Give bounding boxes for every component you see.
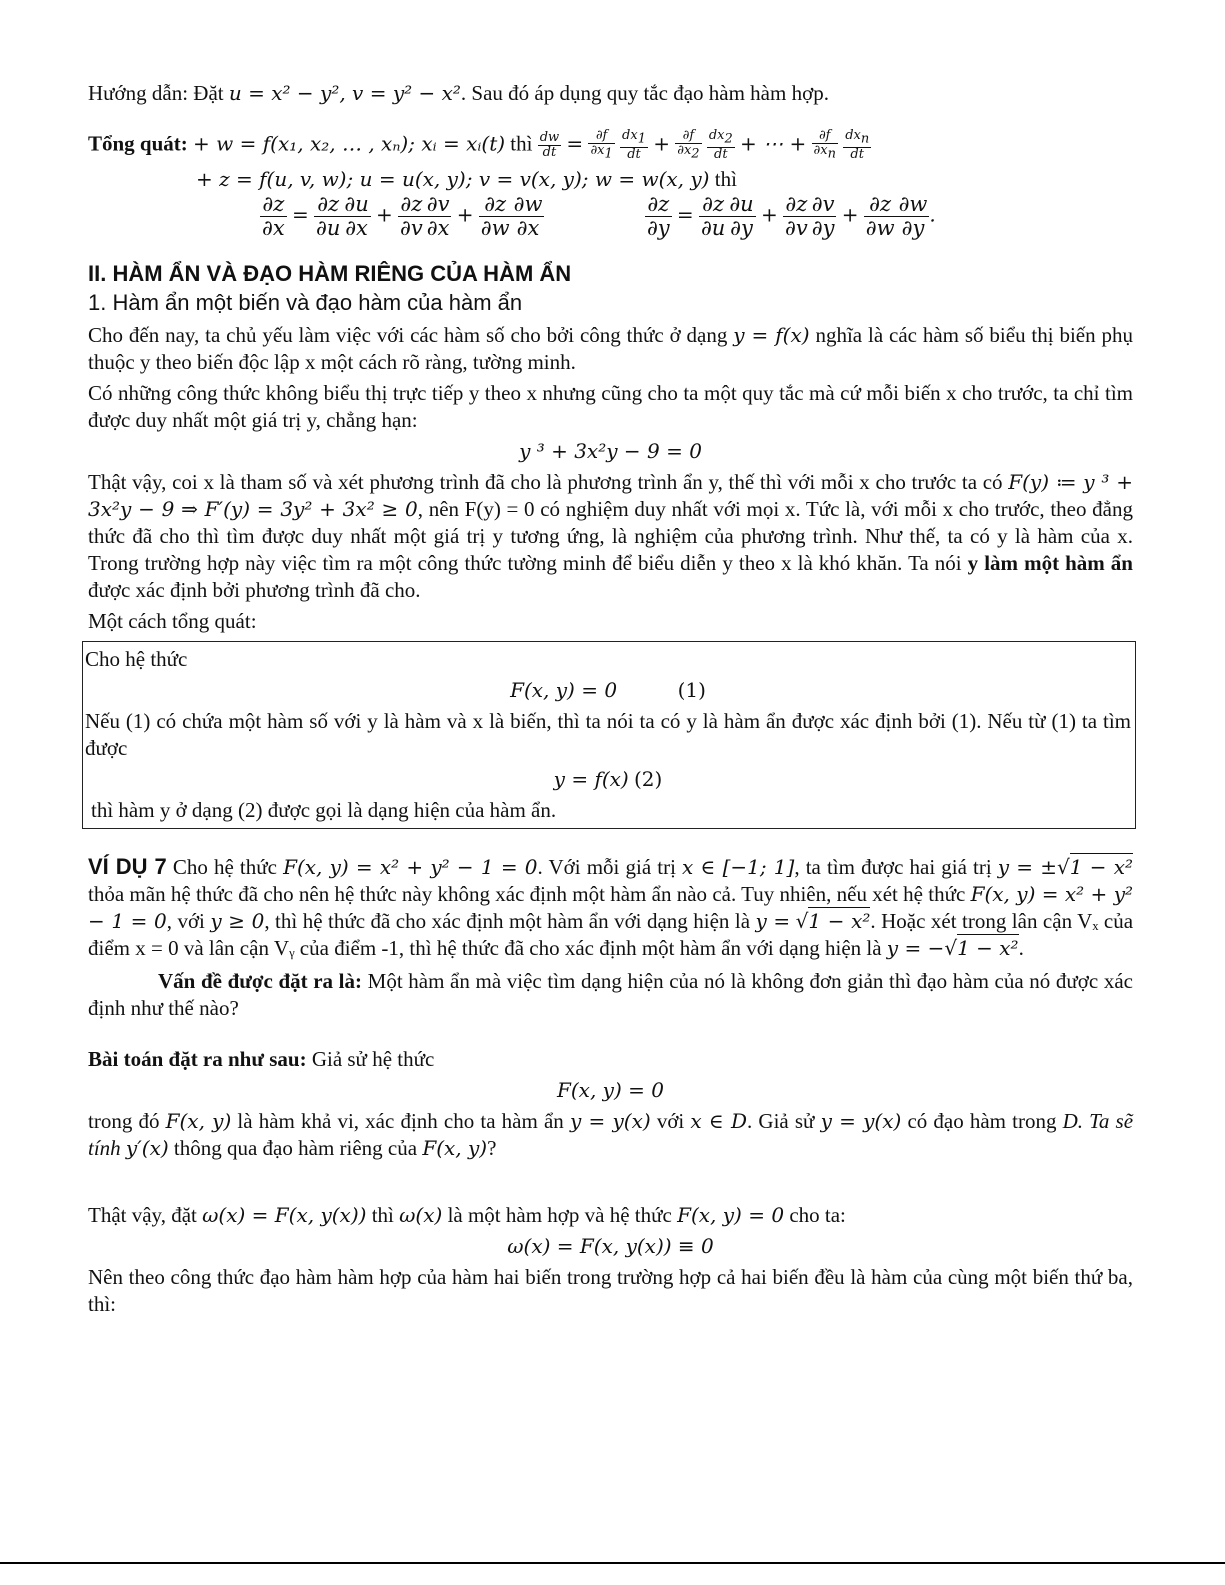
- frac-dx1-dt: $\frac{dx_1}{dt}$: [622, 128, 646, 162]
- hint-math: u = x² − y², v = y² − x²: [228, 81, 461, 105]
- proof-last-line: Nên theo công thức đạo hàm hàm hợp của hàm hai biến trong trường hợp cả hai biến đều là hàm của cùng một biến thứ ba, thì:: [88, 1265, 1133, 1317]
- general-case2-then: thì: [714, 167, 737, 192]
- section-heading: II. HÀM ẨN VÀ ĐẠO HÀM RIÊNG CỦA HÀM ẨN: [88, 261, 572, 287]
- paragraph-4: Một cách tổng quát:: [88, 609, 257, 634]
- general-line-1: Tổng quát: + w = f(x₁, x₂, … , xₙ); xᵢ = xᵢ(t) thì $\frac{dw}{dt}$ = $\frac{\partial f}{\partial x_1}$ $\frac{dx_1}{dt}$ + $\frac{\partial f}{\partial x_2}$ $\frac{dx_2}{dt}$ + ⋯ + $\frac{\partial f}{\partial x_n}$ $\frac{dx_n}{dt}$: [88, 128, 870, 162]
- equation-1: y ³ + 3x²y − 9 = 0: [519, 439, 702, 464]
- paragraph-3: Thật vậy, coi x là tham số và xét phương trình đã cho là phương trình ẩn y, thế thì với mỗi x cho trước ta có F(y) ≔ y ³ + 3x²y − 9 ⇒ F′(y) = 3y² + 3x² ≥ 0, nên F(y) = 0 có nghiệm duy nhất với mọi x. Tức là, với mỗi x cho trước, theo đẳng thức đã cho thì tìm được duy nhất một giá trị y tương ứng, là nghiệm của phương trình. Như thế, ta có y là hàm của x. Trong trường hợp này việc tìm ra một công thức tường minh để biểu diễn y theo x là khó khăn. Ta nói y làm một hàm ẩn được xác định bởi phương trình đã cho.: [88, 470, 1134, 603]
- box-line-2: Nếu (1) có chứa một hàm số với y là hàm và x là biến, thì ta nói ta có y là hàm ẩn được xác định bởi (1). Nếu từ (1) ta tìm được: [85, 709, 1131, 761]
- problem-line-1: trong đó F(x, y) là hàm khả vi, xác định cho ta hàm ẩn y = y(x) với x ∈ D. Giả sử y = y(x) có đạo hàm trong D. Ta sẽ tính y′(x) thông qua đạo hàm riêng của F(x, y)?: [88, 1109, 1134, 1161]
- example-label: VÍ DỤ 7: [88, 854, 167, 880]
- frac-df-dx1: $\frac{\partial f}{\partial x_1}$: [590, 128, 613, 162]
- general-case2: + z = f(u, v, w); u = u(x, y); v = v(x, y); w = w(x, y): [196, 167, 710, 192]
- problem-equation: F(x, y) = 0: [557, 1078, 664, 1103]
- problem-statement: Bài toán đặt ra như sau: Giả sử hệ thức: [88, 1047, 435, 1072]
- box-equation-2: y = f(x) (2): [553, 767, 663, 792]
- document-page: [85, 80, 1134, 1318]
- frac-df-dxn: $\frac{\partial f}{\partial x_n}$: [813, 128, 836, 162]
- general-case1: + w = f(x₁, x₂, … , xₙ); xᵢ = xᵢ(t): [193, 131, 506, 156]
- subsection-heading: 1. Hàm ẩn một biến và đạo hàm của hàm ẩn: [88, 290, 523, 316]
- frac-dw-dt: $\frac{dw}{dt}$: [539, 129, 560, 161]
- issue-paragraph: Vấn đề được đặt ra là: Một hàm ẩn mà việc tìm dạng hiện của nó là không đơn giản thì đạo hàm của nó được xác định như thế nào?: [88, 969, 1133, 1021]
- frac-df-dx2: $\frac{\partial f}{\partial x_2}$: [677, 128, 700, 162]
- box-line-3: thì hàm y ở dạng (2) được gọi là dạng hiện của hàm ẩn.: [91, 798, 557, 823]
- general-case1-then: thì: [510, 131, 533, 156]
- paragraph-2: Có những công thức không biểu thị trực tiếp y theo x nhưng cũng cho ta một quy tắc mà cứ mỗi biến x cho trước, ta chỉ tìm được duy nhất một giá trị y, chẳng hạn:: [88, 381, 1133, 433]
- general-label: Tổng quát:: [88, 131, 188, 156]
- hint-suffix: . Sau đó áp dụng quy tắc đạo hàm hàm hợp.: [460, 81, 829, 105]
- example-7: VÍ DỤ 7 Cho hệ thức F(x, y) = x² + y² − 1 = 0. Với mỗi giá trị x ∈ [−1; 1], ta tìm được hai giá trị y = ±√1 − x² thỏa mãn hệ thức đã cho nên hệ thức này không xác định một hàm ẩn nào cả. Tuy nhiên, nếu xét hệ thức F(x, y) = x² + y² − 1 = 0, với y ≥ 0, thì hệ thức đã cho xác định một hàm ẩn với dạng hiện là y = √1 − x². Hoặc xét trong lân cận Vₓ của điểm x = 0 và lân cận Vᵧ của điểm -1, thì hệ thức đã cho xác định một hàm ẩn với dạng hiện là y = −√1 − x².: [88, 854, 1134, 961]
- chain-rule-formulas: $\frac{\partial z}{\partial x}$ = $\frac{\partial z}{\partial u}$ $\frac{\partial u}{\partial x}$ + $\frac{\partial z}{\partial v}$ $\frac{\partial v}{\partial x}$ + $\frac{\partial z}{\partial w}$ $\frac{\partial w}{\partial x}$ $\frac{\partial z}{\partial y}$ = $\frac{\partial z}{\partial u}$ $\frac{\partial u}{\partial y}$ + $\frac{\partial z}{\partial v}$ $\frac{\partial v}{\partial y}$ + $\frac{\partial z}{\partial w}$ $\frac{\partial w}{\partial y}$ .: [262, 192, 936, 241]
- hint-prefix: Hướng dẫn: Đặt: [88, 81, 224, 105]
- proof-equation: ω(x) = F(x, y(x)) ≡ 0: [507, 1234, 714, 1259]
- box-line-1: Cho hệ thức: [85, 647, 188, 672]
- paragraph-1: Cho đến nay, ta chủ yếu làm việc với các hàm số cho bởi công thức ở dạng y = f(x) nghĩa là các hàm số biểu thị biến phụ thuộc y theo biến độc lập x một cách rõ ràng, tường minh.: [88, 323, 1134, 375]
- frac-dx2-dt: $\frac{dx_2}{dt}$: [708, 128, 733, 162]
- definition-box: [82, 641, 1136, 829]
- frac-dz-dy: $\frac{\partial z}{\partial y}$: [646, 192, 670, 241]
- frac-dz-dx: $\frac{\partial z}{\partial x}$: [262, 192, 285, 241]
- page-bottom-rule: [0, 1562, 1225, 1564]
- box-equation-1: F(x, y) = 0 (1): [510, 678, 706, 703]
- general-line-2: [88, 166, 1133, 193]
- hint-line: [88, 80, 1133, 107]
- proof-line-1: Thật vậy, đặt ω(x) = F(x, y(x)) thì ω(x) là một hàm hợp và hệ thức F(x, y) = 0 cho ta:: [88, 1203, 846, 1228]
- frac-dxn-dt: $\frac{dx_n}{dt}$: [845, 128, 870, 162]
